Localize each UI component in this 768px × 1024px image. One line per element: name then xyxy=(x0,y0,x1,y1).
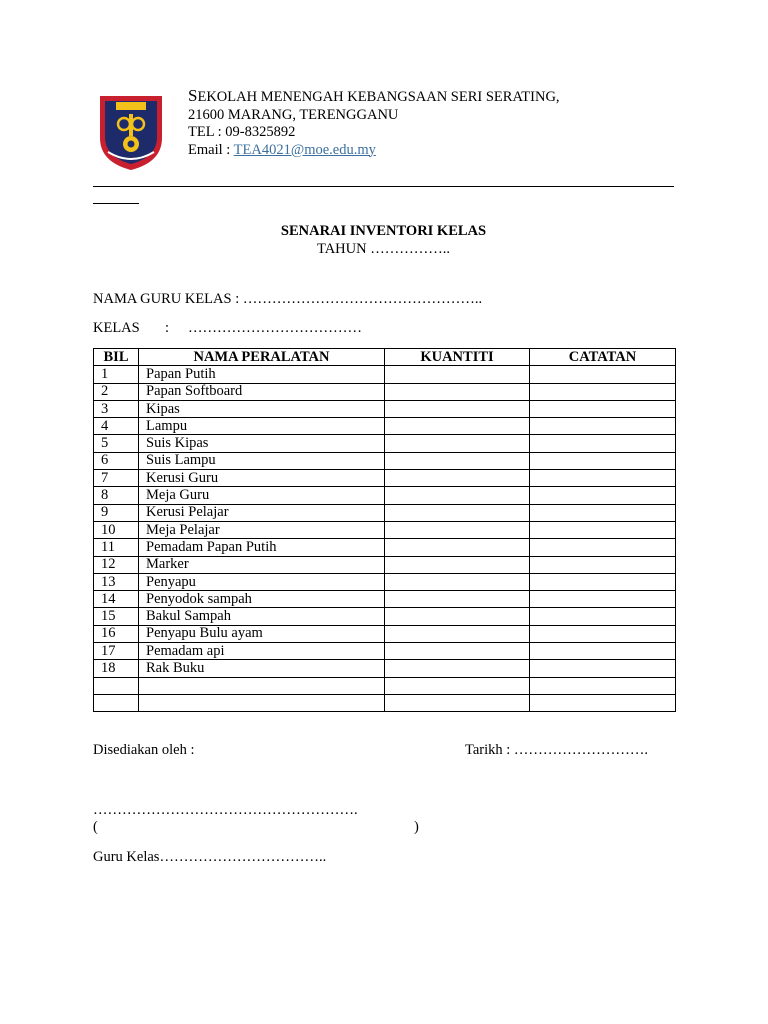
cell-item-name: Penyapu Bulu ayam xyxy=(139,625,385,642)
cell-bil: 4 xyxy=(94,418,139,435)
cell-quantity xyxy=(385,435,530,452)
cell-item-name: Kerusi Pelajar xyxy=(139,504,385,521)
name-paren-open: ( xyxy=(93,819,98,835)
table-row xyxy=(94,591,676,608)
cell-item-name: Marker xyxy=(139,556,385,573)
cell-notes xyxy=(530,504,676,521)
table-row xyxy=(94,435,676,452)
cell-bil: 17 xyxy=(94,643,139,660)
cell-bil: 16 xyxy=(94,625,139,642)
school-name: SEKOLAH MENENGAH KEBANGSAAN SERI SERATING, xyxy=(188,86,560,105)
cell-notes xyxy=(530,383,676,400)
cell-item-name: Suis Kipas xyxy=(139,435,385,452)
table-row xyxy=(94,694,676,711)
cell-item-name: Penyodok sampah xyxy=(139,591,385,608)
teacher-name-field: NAMA GURU KELAS : ………………………………………….. xyxy=(93,291,483,307)
cell-item-name: Rak Buku xyxy=(139,660,385,677)
name-paren-close: ) xyxy=(414,819,419,835)
table-row xyxy=(94,660,676,677)
cell-item-name: Meja Guru xyxy=(139,487,385,504)
date-field: Tarikh : ………………………. xyxy=(465,742,649,758)
cell-quantity xyxy=(385,400,530,417)
cell-notes xyxy=(530,521,676,538)
header-bil: BIL xyxy=(94,349,139,366)
cell-item-name: Lampu xyxy=(139,418,385,435)
cell-quantity xyxy=(385,643,530,660)
cell-item-name: Penyapu xyxy=(139,573,385,590)
table-row xyxy=(94,400,676,417)
cell-quantity xyxy=(385,504,530,521)
cell-quantity xyxy=(385,660,530,677)
cell-quantity xyxy=(385,591,530,608)
class-field: KELAS : ……………………………… xyxy=(93,320,362,336)
header-divider-short xyxy=(93,203,139,204)
cell-quantity xyxy=(385,625,530,642)
table-row xyxy=(94,677,676,694)
cell-notes xyxy=(530,400,676,417)
cell-bil: 15 xyxy=(94,608,139,625)
table-row xyxy=(94,573,676,590)
cell-item-name xyxy=(139,694,385,711)
cell-quantity xyxy=(385,452,530,469)
cell-quantity xyxy=(385,487,530,504)
cell-bil: 10 xyxy=(94,521,139,538)
inventory-table xyxy=(93,348,676,712)
cell-bil xyxy=(94,677,139,694)
cell-quantity xyxy=(385,383,530,400)
table-row xyxy=(94,504,676,521)
table-row xyxy=(94,383,676,400)
table-header-row xyxy=(94,349,676,366)
cell-notes xyxy=(530,435,676,452)
table-row xyxy=(94,643,676,660)
cell-bil: 12 xyxy=(94,556,139,573)
table-row xyxy=(94,487,676,504)
cell-notes xyxy=(530,608,676,625)
cell-quantity xyxy=(385,694,530,711)
teacher-signature-label: Guru Kelas…………………………….. xyxy=(93,849,327,865)
cell-notes xyxy=(530,452,676,469)
cell-item-name: Pemadam Papan Putih xyxy=(139,539,385,556)
cell-bil: 8 xyxy=(94,487,139,504)
cell-bil: 2 xyxy=(94,383,139,400)
table-row xyxy=(94,539,676,556)
cell-notes xyxy=(530,591,676,608)
school-address: 21600 MARANG, TERENGGANU xyxy=(188,106,399,123)
school-letterhead xyxy=(188,87,560,159)
cell-item-name: Kipas xyxy=(139,400,385,417)
cell-notes xyxy=(530,660,676,677)
cell-notes xyxy=(530,556,676,573)
cell-quantity xyxy=(385,556,530,573)
header-divider xyxy=(93,186,674,187)
school-tel: TEL : 09-8325892 xyxy=(188,124,296,140)
cell-bil xyxy=(94,694,139,711)
cell-notes xyxy=(530,625,676,642)
cell-notes xyxy=(530,694,676,711)
cell-bil: 11 xyxy=(94,539,139,556)
cell-item-name: Papan Softboard xyxy=(139,383,385,400)
table-row xyxy=(94,556,676,573)
table-row xyxy=(94,452,676,469)
document-year: TAHUN …………….. xyxy=(317,241,450,257)
cell-quantity xyxy=(385,521,530,538)
cell-quantity xyxy=(385,573,530,590)
cell-item-name: Bakul Sampah xyxy=(139,608,385,625)
header-kuantiti: KUANTITI xyxy=(385,349,530,366)
cell-notes xyxy=(530,539,676,556)
cell-notes xyxy=(530,487,676,504)
cell-bil: 1 xyxy=(94,366,139,383)
cell-item-name: Suis Lampu xyxy=(139,452,385,469)
cell-notes xyxy=(530,573,676,590)
cell-notes xyxy=(530,418,676,435)
cell-quantity xyxy=(385,366,530,383)
cell-item-name: Pemadam api xyxy=(139,643,385,660)
prepared-by-label: Disediakan oleh : xyxy=(93,742,195,758)
cell-bil: 14 xyxy=(94,591,139,608)
cell-bil: 5 xyxy=(94,435,139,452)
cell-bil: 13 xyxy=(94,573,139,590)
cell-bil: 7 xyxy=(94,470,139,487)
cell-bil: 6 xyxy=(94,452,139,469)
cell-item-name: Kerusi Guru xyxy=(139,470,385,487)
table-row xyxy=(94,366,676,383)
cell-quantity xyxy=(385,677,530,694)
cell-notes xyxy=(530,677,676,694)
cell-quantity xyxy=(385,418,530,435)
table-row xyxy=(94,521,676,538)
table-row xyxy=(94,608,676,625)
signature-line: ………………………………………………. xyxy=(93,802,358,818)
class-label: KELAS xyxy=(93,320,140,336)
table-row xyxy=(94,470,676,487)
cell-quantity xyxy=(385,470,530,487)
school-email-line: Email : TEA4021@moe.edu.my xyxy=(188,141,376,158)
table-row xyxy=(94,418,676,435)
header-catatan: CATATAN xyxy=(530,349,676,366)
table-row xyxy=(94,625,676,642)
cell-bil: 9 xyxy=(94,504,139,521)
cell-bil: 3 xyxy=(94,400,139,417)
header-nama-peralatan: NAMA PERALATAN xyxy=(139,349,385,366)
cell-item-name: Papan Putih xyxy=(139,366,385,383)
email-link[interactable]: TEA4021@moe.edu.my xyxy=(233,141,376,158)
cell-quantity xyxy=(385,608,530,625)
cell-notes xyxy=(530,366,676,383)
cell-item-name xyxy=(139,677,385,694)
cell-quantity xyxy=(385,539,530,556)
cell-notes xyxy=(530,470,676,487)
cell-notes xyxy=(530,643,676,660)
school-crest-icon xyxy=(96,92,166,172)
document-title: SENARAI INVENTORI KELAS xyxy=(280,223,487,239)
cell-bil: 18 xyxy=(94,660,139,677)
cell-item-name: Meja Pelajar xyxy=(139,521,385,538)
